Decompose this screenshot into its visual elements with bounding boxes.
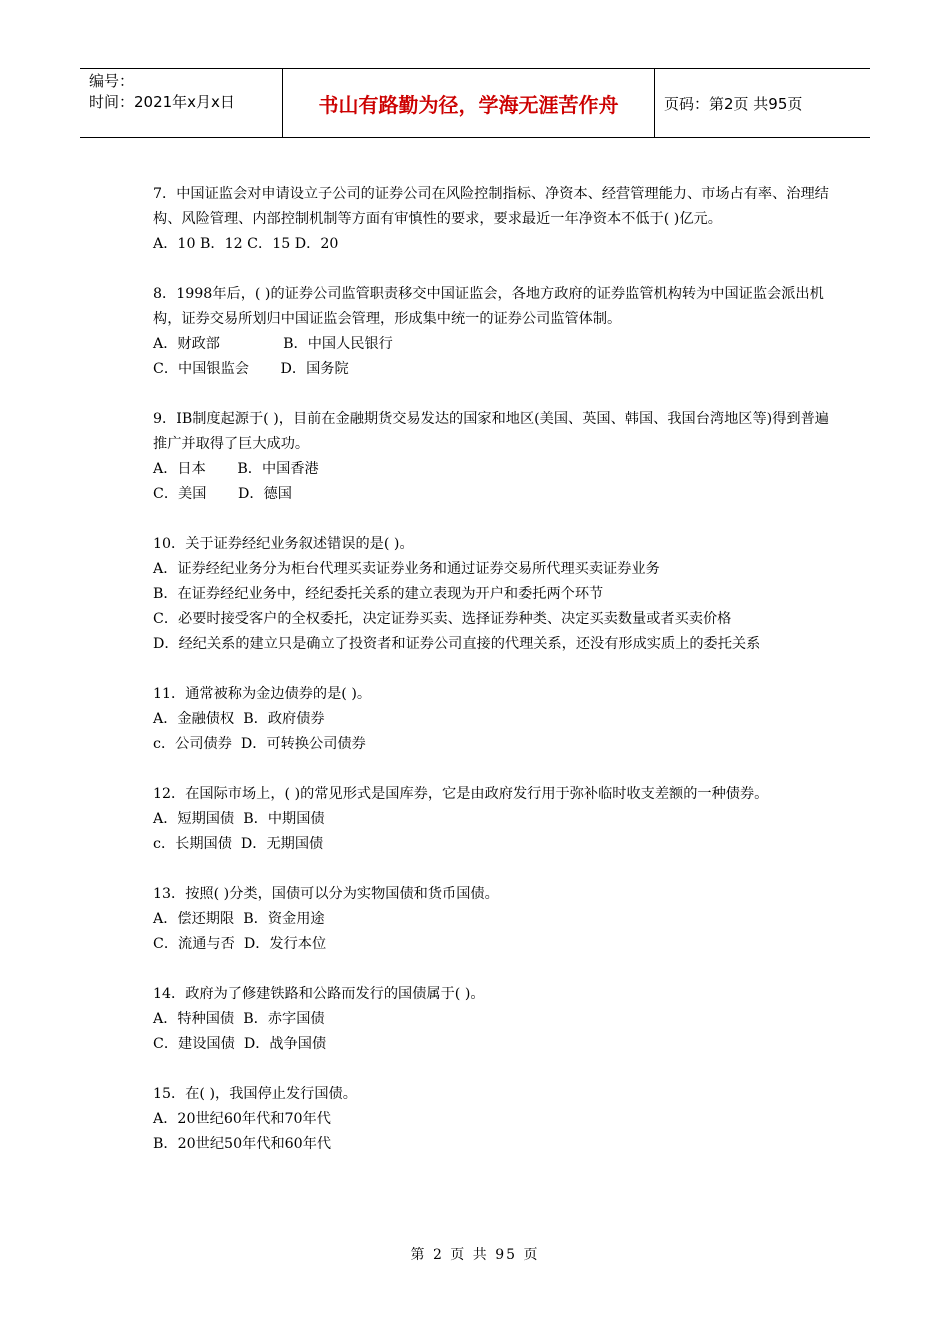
question-option: A．20世纪60年代和70年代	[153, 1111, 331, 1127]
question-options: C．建设国债 D．战争国债	[153, 1036, 327, 1052]
header-page-info: 页码：第2页 共95页	[664, 94, 803, 113]
question-stem: 7．中国证监会对申请设立子公司的证券公司在风险控制指标、净资本、经营管理能力、市场占有率、治理结构、风险管理、内部控制机制等方面有审慎性的要求，要求最近一年净资本不低于( )亿元。	[153, 186, 829, 227]
question-option: D．经纪关系的建立只是确立了投资者和证券公司直接的代理关系，还没有形成实质上的委托关系	[153, 636, 761, 652]
question-stem: 14．政府为了修建铁路和公路而发行的国债属于( )。	[153, 986, 485, 1002]
question-11	[153, 682, 831, 757]
question-options: A．日本 B．中国香港	[153, 461, 319, 477]
number-label: 编号：	[89, 72, 135, 90]
question-option: B．在证券经纪业务中，经纪委托关系的建立表现为开户和委托两个环节	[153, 586, 604, 602]
question-options: c．公司债券 D．可转换公司债券	[153, 736, 366, 752]
page-footer: 第 2 页 共 95 页	[410, 1247, 540, 1263]
question-stem: 13．按照( )分类，国债可以分为实物国债和货币国债。	[153, 886, 499, 902]
question-stem: 11．通常被称为金边债券的是( )。	[153, 686, 372, 702]
question-13	[153, 882, 831, 957]
question-options: A．特种国债 B．赤字国债	[153, 1011, 325, 1027]
question-9	[153, 407, 831, 507]
question-stem: 8．1998年后，( )的证券公司监管职责移交中国证监会，各地方政府的证券监管机构转为中国证监会派出机构，证券交易所划归中国证监会管理，形成集中统一的证券公司监管体制。	[153, 286, 824, 327]
question-options: A．金融债权 B．政府债券	[153, 711, 325, 727]
question-10	[153, 532, 831, 657]
question-options: C．中国银监会 D．国务院	[153, 361, 349, 377]
question-12	[153, 782, 831, 857]
question-options: A．财政部 B．中国人民银行	[153, 336, 393, 352]
question-options: C．流通与否 D．发行本位	[153, 936, 327, 952]
question-options: A．短期国债 B．中期国债	[153, 811, 325, 827]
question-options: C．美国 D．德国	[153, 486, 292, 502]
question-option: A．证券经纪业务分为柜台代理买卖证券业务和通过证券交易所代理买卖证券业务	[153, 561, 660, 577]
question-stem: 15．在( )，我国停止发行国债。	[153, 1086, 357, 1102]
question-7	[153, 182, 831, 257]
question-stem: 12．在国际市场上，( )的常见形式是国库券，它是由政府发行用于弥补临时收支差额的一种债券。	[153, 786, 769, 802]
question-8	[153, 282, 831, 382]
question-options: c．长期国债 D．无期国债	[153, 836, 324, 852]
question-14	[153, 982, 831, 1057]
page-header	[80, 68, 870, 138]
header-meta	[80, 69, 283, 137]
header-motto: 书山有路勤为径，学海无涯苦作舟	[283, 69, 655, 137]
time-label: 时间：2021年x月x日	[89, 93, 235, 111]
question-stem: 9．IB制度起源于( )，目前在金融期货交易发达的国家和地区(美国、英国、韩国、我国台湾地区等)得到普遍推广并取得了巨大成功。	[153, 411, 829, 452]
question-list	[153, 182, 831, 1182]
question-option: B．20世纪50年代和60年代	[153, 1136, 332, 1152]
question-option: C．必要时接受客户的全权委托，决定证券买卖、选择证券种类、决定买卖数量或者买卖价格	[153, 611, 732, 627]
question-stem: 10．关于证券经纪业务叙述错误的是( )。	[153, 536, 414, 552]
question-options: A．10 B．12 C．15 D．20	[153, 236, 339, 252]
question-options: A．偿还期限 B．资金用途	[153, 911, 325, 927]
question-15	[153, 1082, 831, 1157]
